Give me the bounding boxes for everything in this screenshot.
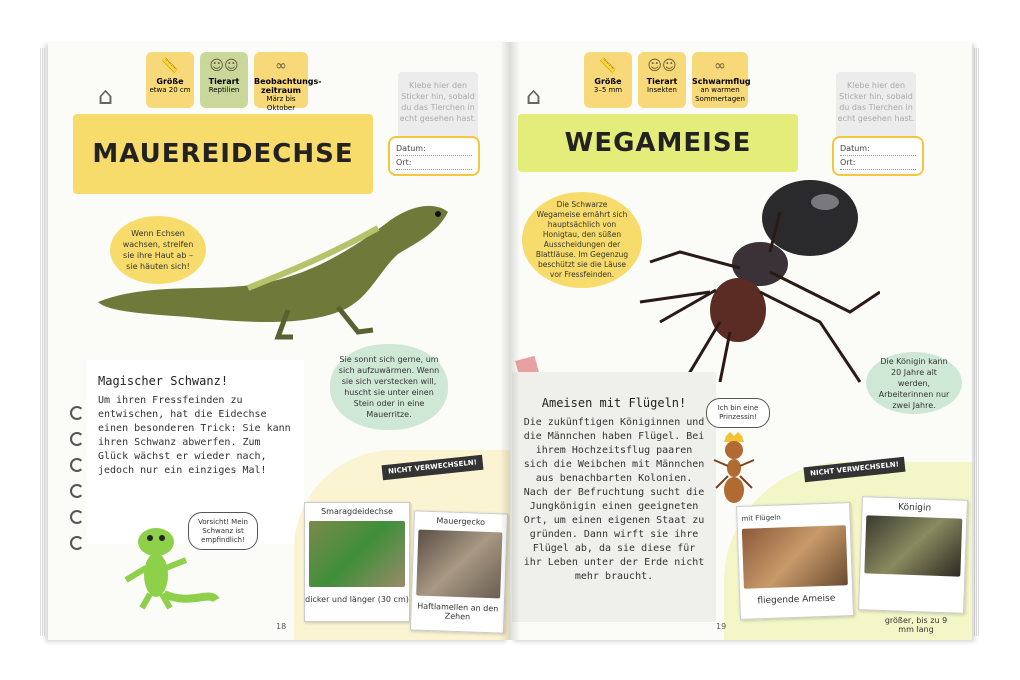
book-spread <box>38 42 982 640</box>
tab-type-value: Reptilien <box>208 86 240 94</box>
info-title: Ameisen mit Flügeln! <box>541 396 687 410</box>
tab-type <box>638 52 686 108</box>
tab-size <box>146 52 194 108</box>
binoculars-icon: ∞ <box>714 58 726 74</box>
date-label: Datum: <box>396 142 472 156</box>
compare-card-2 <box>858 496 968 614</box>
page-number: 19 <box>716 622 727 631</box>
tab-season-title: Schwarmflug <box>692 77 751 86</box>
date-place-box[interactable] <box>388 136 480 176</box>
tab-type-title: Tierart <box>208 77 240 86</box>
page-edges-left <box>40 48 46 636</box>
tab-size-value: 3–5 mm <box>593 86 623 94</box>
page-number: 18 <box>276 622 287 631</box>
page-title: WEGAMEISE <box>518 114 798 172</box>
compare-caption-1: fliegende Ameise <box>757 593 836 607</box>
queen-bubble: Die Königin kann 20 Jahre alt werden, Arbeiterinnen nur zwei Jahre. <box>866 352 962 414</box>
compare-badge: NICHT VERWECHSELN! <box>803 457 905 482</box>
cartoon-speech: Ich bin eine Prinzessin! <box>706 398 770 428</box>
tab-season-value: an warmen Sommertagen <box>695 86 745 103</box>
animals-icon: ☺☺ <box>647 58 677 74</box>
compare-photo-1 <box>742 525 848 589</box>
house-icon: ⌂ <box>526 82 542 110</box>
compare-card-2 <box>410 510 508 633</box>
date-place-box[interactable] <box>832 136 924 176</box>
compare-photo-2 <box>864 515 962 576</box>
tab-season-title: Beobachtungs-zeitraum <box>254 77 322 95</box>
tab-size <box>584 52 632 108</box>
ring-icon <box>70 406 84 420</box>
compare-name-1: mit Flügeln <box>741 513 781 523</box>
page-title: MAUEREIDECHSE <box>73 114 373 194</box>
right-page <box>510 42 972 640</box>
page-edges-right <box>974 48 980 636</box>
tab-size-value: etwa 20 cm <box>149 86 191 94</box>
ruler-icon: 📏 <box>599 58 617 74</box>
book-spine <box>500 42 520 640</box>
info-text: Die zukünftigen Königinnen und die Männchen haben Flügel. Bei ihrem Hochzeitsflug paaren sich die Weibchen mit Männchen aus benachbarten Kolonien. Nach der Befruchtung sucht die Jungkönigin einen geeigneten Ort, um einen eigenen Staat zu gründen. Dann wirft sie ihre Flügel ab, da sie diese für ihr Leben unter der Erde nicht mehr braucht. <box>523 417 705 582</box>
sticker-note: Klebe hier den Sticker hin, sobald du das Tierchen in echt gesehen hast. <box>398 72 478 142</box>
compare-name-2: Mauergecko <box>436 516 486 527</box>
house-icon: ⌂ <box>98 82 114 110</box>
compare-name-1: Smaragdeidechse <box>321 507 393 516</box>
lizard-image <box>88 192 448 342</box>
ruler-icon: 📏 <box>161 58 179 74</box>
compare-photo-2 <box>416 530 502 599</box>
tab-type-title: Tierart <box>646 77 678 86</box>
sun-bubble: Sie sonnt sich gerne, um sich aufzuwärmen. Wenn sie sich verstecken will, huscht sie unter einen Stein oder in eine Mauerritze. <box>330 344 448 430</box>
ring-icon <box>70 484 84 498</box>
info-text: Um ihren Fressfeinden zu entwischen, hat die Eidechse einen besonderen Trick: Sie kann ihren Schwanz abwerfen. Zum Glück wächst er wieder nach, jedoch nur ein einziges Mal! <box>98 395 291 476</box>
compare-card-1 <box>304 502 410 622</box>
info-box <box>512 372 716 622</box>
tab-size-title: Größe <box>156 77 184 86</box>
left-page <box>48 42 510 640</box>
cartoon-lizard-icon <box>120 520 220 610</box>
compare-name-2: Königin <box>897 502 932 514</box>
cartoon-speech: Vorsicht! Mein Schwanz ist empfindlich! <box>188 512 258 550</box>
compare-badge: NICHT VERWECHSELN! <box>381 455 483 480</box>
compare-photo-1 <box>309 521 405 587</box>
skin-bubble: Wenn Echsen wachsen, streifen sie ihre Haut ab – sie häuten sich! <box>110 216 206 284</box>
date-label: Datum: <box>840 142 916 156</box>
place-label: Ort: <box>396 156 472 170</box>
place-label: Ort: <box>840 156 916 170</box>
compare-caption-2: Haftlamellen an den Zehen <box>417 601 499 622</box>
ring-icon <box>70 536 84 550</box>
tab-size-title: Größe <box>594 77 622 86</box>
tab-season <box>254 52 322 112</box>
sticker-note: Klebe hier den Sticker hin, sobald du das Tierchen in echt gesehen hast. <box>836 72 916 142</box>
tab-season-value: März bis Oktober <box>266 95 296 112</box>
compare-caption-1: dicker und länger (30 cm) <box>305 595 409 604</box>
tab-type <box>200 52 248 108</box>
info-title: Magischer Schwanz! <box>98 374 229 388</box>
ring-icon <box>70 458 84 472</box>
tab-type-value: Insekten <box>647 86 677 94</box>
ring-icon <box>70 432 84 446</box>
ring-icon <box>70 510 84 524</box>
animals-icon: ☺☺ <box>209 58 239 74</box>
compare-card-1 <box>736 502 854 620</box>
cartoon-ant-icon <box>710 432 760 512</box>
binoculars-icon: ∞ <box>275 58 287 74</box>
food-bubble: Die Schwarze Wegameise ernährt sich hauptsächlich von Honigtau, den süßen Ausscheidungen der Blattläuse. Im Gegenzug beschützt sie die Läuse vor Fressfeinden. <box>522 192 642 288</box>
tab-season <box>692 52 751 108</box>
compare-caption-2: größer, bis zu 9 mm lang <box>884 616 948 634</box>
